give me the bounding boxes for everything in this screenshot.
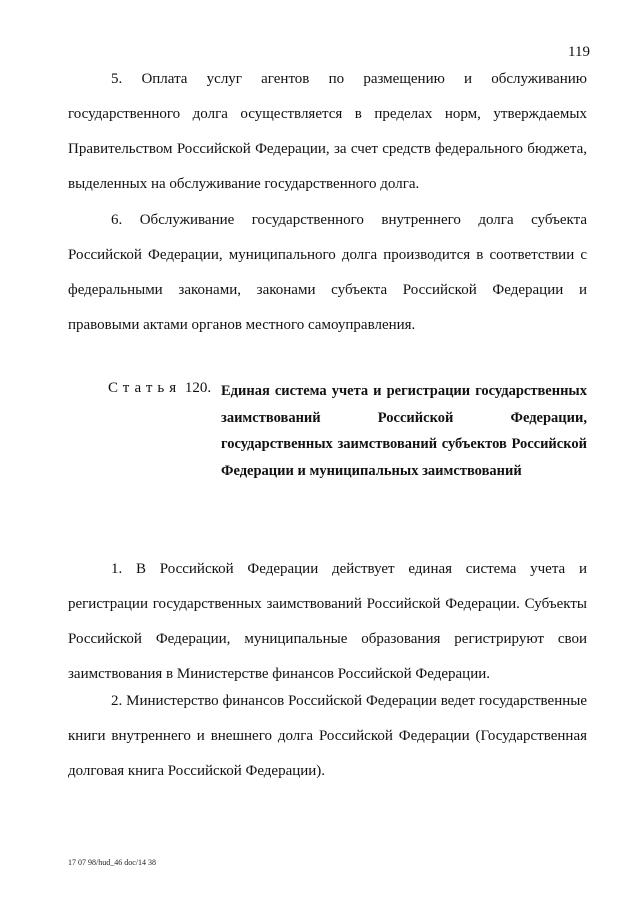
paragraph-agents-payment: 5. Оплата услуг агентов по размещению и обслуживанию государственного долга осуществляется в пределах норм, утверждаемых Правительством Российской Федерации, за счет средств федерального бюджета, выделенных на обслуживание государственного долга. — [68, 71, 587, 192]
paragraph-debt-servicing: 6. Обслуживание государственного внутреннего долга субъекта Российской Федерации, муниципального долга производится в соответствии с федеральными законами, законами субъекта Российской Федерации и правовыми актами органов местного самоуправления. — [68, 212, 587, 333]
article-word: Статья — [108, 380, 182, 396]
article-label — [108, 380, 211, 397]
page-number: 119 — [568, 44, 590, 60]
article-number: 120. — [184, 380, 212, 396]
paragraph-debt-books: 2. Министерство финансов Российской Федерации ведет государственные книги внутреннего и внешнего долга Российской Федерации (Государственная долговая книга Российской Федерации). — [68, 693, 587, 779]
paragraph-registration-system: 1. В Российской Федерации действует единая система учета и регистрации государственных заимствований Российской Федерации. Субъекты Российской Федерации, муниципальные образования регистрируют свои заимствования в Министерстве финансов Российской Федерации. — [68, 561, 587, 682]
footer-file-reference: 17 07 98/hud_46 doc/14 38 — [68, 858, 156, 867]
article-title: Единая система учета и регистрации государственных заимствований Российской Федерации, государственных заимствований субъектов Российской Федерации и муниципальных заимствований — [221, 383, 587, 479]
